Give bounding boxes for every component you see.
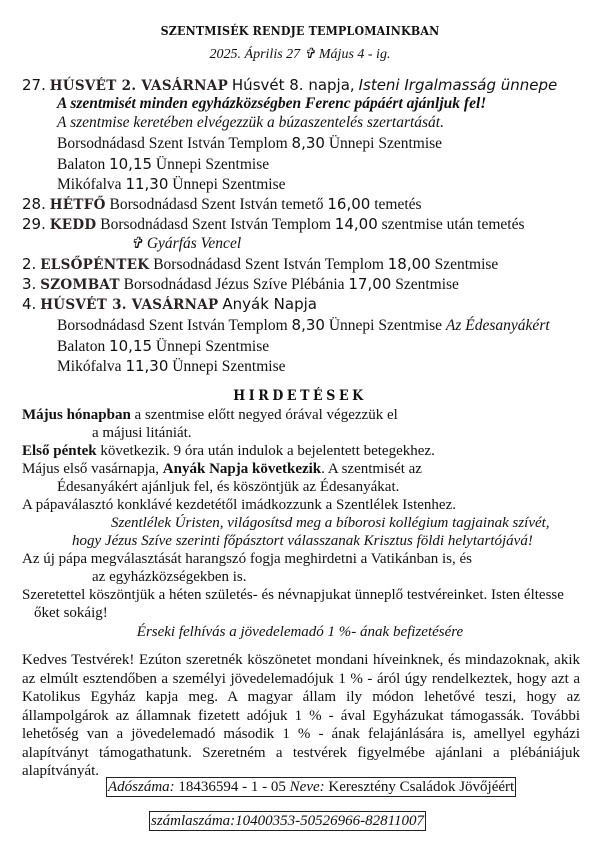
announcement-text: Május első vasárnapja,: [22, 461, 163, 477]
tax-number-value: 18436594 - 1 - 05: [174, 779, 290, 795]
announcement-bold: Első péntek: [22, 443, 97, 459]
mass-intention: Az Édesanyákért: [445, 317, 550, 334]
announcement-continuation: az egyházközségekben is.: [92, 569, 247, 585]
mass-time: 8,30: [291, 134, 325, 152]
mass-entry: [57, 134, 442, 153]
announcement-may: [22, 406, 398, 424]
day-number: 4.: [22, 295, 37, 313]
mass-place: Borsodnádasd Szent István Templom: [100, 216, 331, 233]
announcement-text: következik. 9 óra után indulok a bejelentett betegekhez.: [96, 443, 435, 459]
ceremony-note: A szentmise keretében elvégezzük a búzaszentelés szertartását.: [57, 114, 444, 131]
foundation-name-value: Keresztény Családok Jövőjéért: [324, 779, 515, 795]
announcements-heading: HIRDETÉSEK: [233, 388, 367, 404]
mass-entry: [57, 316, 550, 335]
announcement-text: a szentmise előtt negyed órával végezzük el: [130, 407, 398, 423]
mass-type: szentmise után temetés: [381, 216, 525, 233]
mass-type: Ünnepi Szentmise: [328, 135, 443, 152]
feast-name: Isteni Irgalmasság ünnepe: [358, 76, 558, 94]
announcement-birthdays: Szeretettel köszöntjük a héten születés- és névnapjukat ünneplő testvéreinket. Isten éltesse: [22, 587, 564, 603]
mass-place: Mikófalva: [57, 358, 122, 375]
mass-type: Szentmise: [434, 256, 499, 273]
mass-place: Balaton: [57, 338, 106, 355]
day-name: HÚSVÉT 2. VASÁRNAP: [49, 78, 229, 94]
mass-type: Ünnepi Szentmise: [328, 317, 443, 334]
mass-entry: [57, 357, 286, 376]
mass-entry: [57, 175, 286, 194]
day-description: Húsvét 8. napja,: [231, 76, 355, 94]
intention-note: A szentmisét minden egyházközségben Ferenc pápáért ajánljuk fel!: [57, 95, 487, 112]
memorial-name: ✞ Gyárfás Vencel: [130, 235, 242, 252]
tax-appeal-body: Kedves Testvérek! Ezúton szeretnék köszönetet mondani híveinknek, és mindazoknak, akik az elmúlt esztendőben a személyi jövedelemadójuk 1 % - áról úgy rendelkeztek, hogy azt a Katolikus Egyház kapja meg. A magyar állam ily módon lehetővé teszi, hogy az állampolgárok az államnak fizetett adójuk 1 % - ával Egyházukat támogassák. További lehetőség van a jövedelemadó második 1 % - ának felajánlására is, amellyel egyházi alapítványt támogathatunk. Szeretném a testvérek figyelmébe ajánlani a plébániájuk alapítványát.: [22, 652, 580, 779]
announcement-first-friday: [22, 442, 435, 460]
schedule-day-27: [22, 76, 557, 95]
tax-number-box: [106, 777, 516, 797]
mass-time: 17,00: [348, 275, 392, 293]
mass-type: Ünnepi Szentmise: [155, 338, 270, 355]
mass-time: 10,15: [109, 155, 153, 173]
day-name: HÉTFŐ: [49, 197, 106, 213]
date-range: 2025. Április 27 ✞ Május 4 - ig.: [209, 47, 391, 62]
day-name: HÚSVÉT 3. VASÁRNAP: [40, 297, 219, 313]
foundation-name-label: Neve:: [289, 779, 325, 795]
day-number: 28.: [22, 195, 46, 213]
schedule-day-4: [22, 295, 317, 314]
tax-appeal-heading: Érseki felhívás a jövedelemadó 1 %- ának befizetésére: [136, 624, 464, 640]
day-number: 2.: [22, 255, 37, 273]
schedule-day-28: [22, 195, 422, 214]
mass-place: Borsodnádasd Szent István temető: [109, 196, 324, 213]
day-description: Anyák Napja: [222, 295, 317, 313]
mass-time: 11,30: [125, 357, 169, 375]
schedule-day-2: [22, 255, 498, 274]
mass-time: 16,00: [327, 195, 371, 213]
mass-type: temetés: [374, 196, 422, 213]
schedule-day-29: [22, 215, 525, 234]
tax-number-label: Adószáma:: [108, 779, 175, 795]
announcement-text: . A szentmisét az: [321, 461, 422, 477]
announcement-continuation: Édesanyákért ajánljuk fel, és köszöntjük az Édesanyákat.: [57, 479, 400, 495]
account-number-box: számlaszáma:10400353-50526966-82811007: [151, 813, 425, 829]
schedule-day-3: [22, 275, 459, 294]
day-name: KEDD: [49, 217, 97, 233]
mass-place: Mikófalva: [57, 176, 122, 193]
mass-time: 10,15: [109, 337, 153, 355]
announcement-continuation: őket sokáig!: [34, 605, 108, 621]
mass-entry: [57, 155, 269, 174]
mass-type: Szentmise: [395, 276, 459, 293]
mass-time: 11,30: [125, 175, 169, 193]
mass-time: 14,00: [334, 215, 378, 233]
mass-place: Borsodnádasd Szent István Templom: [57, 135, 288, 152]
mass-place: Borsodnádasd Szent István Templom: [57, 317, 288, 334]
mass-time: 8,30: [291, 316, 325, 334]
announcement-new-pope: Az új pápa megválasztását harangszó fogja meghirdetni a Vatikánban is, és: [22, 551, 472, 567]
day-number: 29.: [22, 215, 46, 233]
announcement-bold: Május hónapban: [22, 407, 131, 423]
page-title: SZENTMISÉK RENDJE TEMPLOMAINKBAN: [160, 24, 440, 38]
day-name: SZOMBAT: [40, 277, 120, 293]
day-number: 27.: [22, 76, 46, 94]
announcement-continuation: a májusi litániát.: [92, 425, 192, 441]
mass-type: Ünnepi Szentmise: [172, 358, 286, 375]
mass-place: Borsodnádasd Szent István Templom: [153, 256, 384, 273]
prayer-line-1: Szentlélek Úristen, világosítsd meg a bíborosi kollégium tagjainak szívét,: [111, 515, 550, 531]
mass-entry: [57, 337, 269, 356]
mass-time: 18,00: [387, 255, 431, 273]
day-name: ELSŐPÉNTEK: [40, 257, 150, 273]
announcement-conclave: A pápaválasztó konklávé kezdetétől imádkozzunk a Szentlélek Istenhez.: [22, 497, 456, 513]
prayer-line-2: hogy Jézus Szíve szerinti főpásztort válasszanak Krisztus földi helytartójává!: [72, 533, 533, 549]
mass-type: Ünnepi Szentmise: [172, 176, 286, 193]
mass-place: Balaton: [57, 156, 106, 173]
mass-type: Ünnepi Szentmise: [155, 156, 270, 173]
mass-place: Borsodnádasd Jézus Szíve Plébánia: [123, 276, 345, 293]
announcement-bold: Anyák Napja következik: [162, 461, 322, 477]
announcement-mothers-day: [22, 460, 422, 478]
day-number: 3.: [22, 275, 37, 293]
